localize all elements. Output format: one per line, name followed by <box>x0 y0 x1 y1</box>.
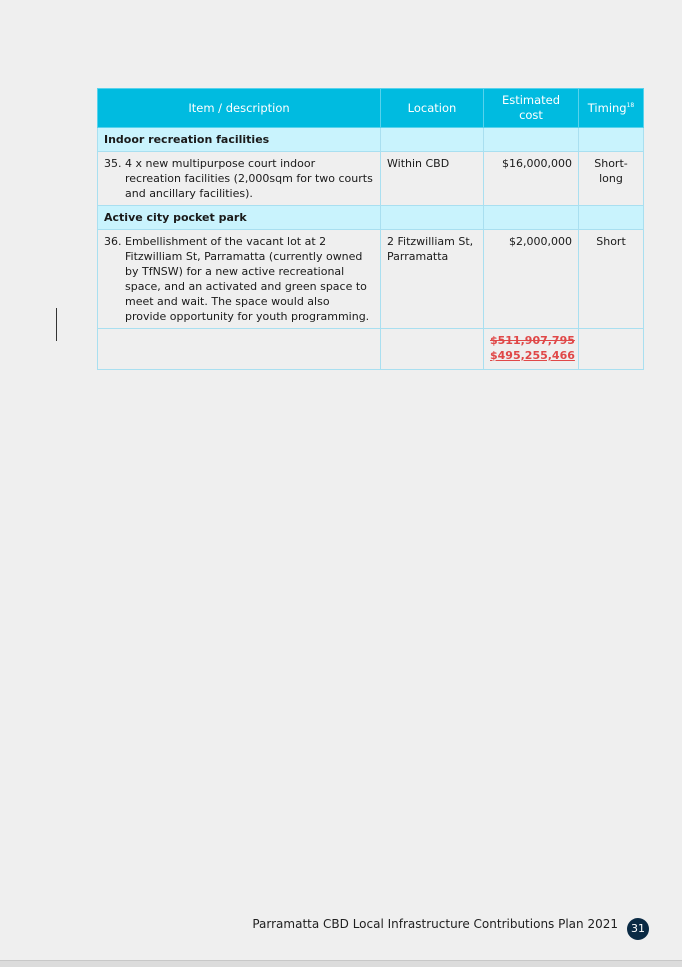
total-cost-cell <box>484 329 579 370</box>
item-number: 35. <box>104 157 122 170</box>
item-number: 36. <box>104 235 122 248</box>
footer-document-title: Parramatta CBD Local Infrastructure Contributions Plan 2021 <box>252 917 618 931</box>
item-timing: Short <box>579 230 644 329</box>
item-location: Within CBD <box>381 152 484 206</box>
section-row-active-city-pocket-park <box>98 206 644 230</box>
item-cost: $16,000,000 <box>484 152 579 206</box>
item-description-cell <box>98 230 381 329</box>
timing-footnote-marker: 18 <box>626 101 635 109</box>
item-location: 2 Fitzwilliam St, Parramatta <box>381 230 484 329</box>
section-row-indoor-recreation <box>98 128 644 152</box>
item-description: Embellishment of the vacant lot at 2 Fitzwilliam St, Parramatta (currently owned by TfNSW) for a new active recreational space, and an activated and green space to meet and wait. The space would also provide opportunity for youth programming. <box>125 235 370 323</box>
header-estimated-cost: Estimated cost <box>484 89 579 128</box>
table-row-item-36 <box>98 230 644 329</box>
item-cost: $2,000,000 <box>484 230 579 329</box>
infrastructure-cost-table <box>97 88 644 370</box>
header-location: Location <box>381 89 484 128</box>
header-item-description: Item / description <box>98 89 381 128</box>
revision-change-bar <box>56 308 57 341</box>
page-number-badge: 31 <box>627 918 649 940</box>
total-cost-deleted: $511,907,795 <box>490 334 575 347</box>
item-description: 4 x new multipurpose court indoor recreation facilities (2,000sqm for two courts and ancillary facilities). <box>125 157 373 200</box>
section-title: Indoor recreation facilities <box>98 128 381 152</box>
table-row-total <box>98 329 644 370</box>
section-title: Active city pocket park <box>98 206 381 230</box>
item-timing: Short-long <box>579 152 644 206</box>
total-cost-inserted: $495,255,466 <box>490 349 575 362</box>
table-header-row <box>98 89 644 128</box>
item-description-cell <box>98 152 381 206</box>
table-row-item-35 <box>98 152 644 206</box>
header-timing: Timing$^{18}$ <box>579 89 644 128</box>
